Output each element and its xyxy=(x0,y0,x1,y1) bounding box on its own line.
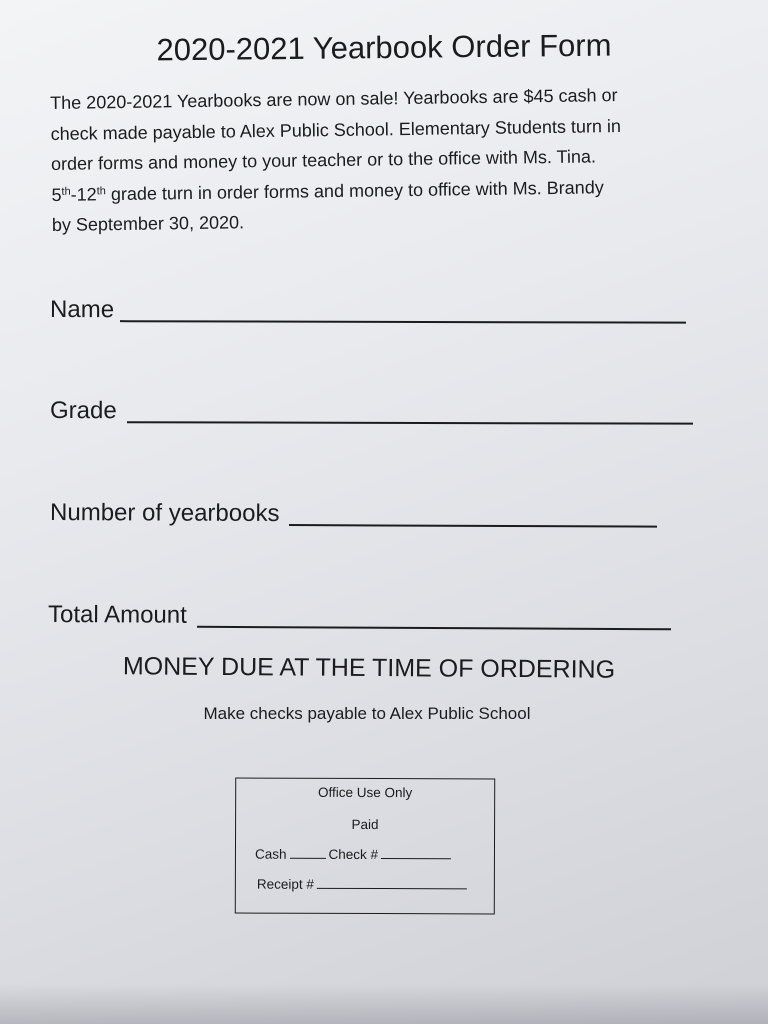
receipt-row xyxy=(257,877,470,893)
intro-line-2: check made payable to Alex Public School. Elementary Students turn in xyxy=(50,115,622,144)
intro-line-1: The 2020-2021 Yearbooks are now on sale! Yearbooks are $45 cash or xyxy=(50,85,618,113)
grade-label: Grade xyxy=(50,397,117,425)
intro-line-4-text: grade turn in order forms and money to office with Ms. Brandy xyxy=(105,176,604,204)
payable-note: Make checks payable to Alex Public School xyxy=(203,704,531,723)
name-field[interactable] xyxy=(50,296,686,326)
intro-paragraph xyxy=(50,79,712,241)
grade-end: -12 xyxy=(70,183,97,205)
grade-field[interactable] xyxy=(50,397,693,427)
receipt-number-blank-line[interactable] xyxy=(317,887,467,890)
grade-blank-line[interactable] xyxy=(127,420,693,424)
number-of-yearbooks-label: Number of yearbooks xyxy=(50,499,280,528)
number-of-yearbooks-field[interactable] xyxy=(50,499,658,530)
payment-row xyxy=(255,847,454,863)
office-use-box xyxy=(235,778,495,915)
ordinal-suffix: th xyxy=(96,184,106,197)
intro-line-3: order forms and money to your teacher or to the office with Ms. Tina. xyxy=(50,146,597,174)
intro-line-5: by September 30, 2020. xyxy=(51,212,245,235)
receipt-label: Receipt # xyxy=(256,876,314,892)
ordinal-suffix: th xyxy=(61,185,71,198)
form-title: 2020-2021 Yearbook Order Form xyxy=(156,27,612,68)
name-label: Name xyxy=(50,296,115,324)
number-of-yearbooks-blank-line[interactable] xyxy=(289,523,657,528)
grade-start: 5 xyxy=(51,184,62,205)
page-bottom-shadow xyxy=(0,984,768,1024)
total-amount-blank-line[interactable] xyxy=(197,625,671,630)
total-amount-field[interactable] xyxy=(48,601,671,632)
cash-label: Cash xyxy=(254,846,287,862)
check-label: Check # xyxy=(328,846,379,863)
total-amount-label: Total Amount xyxy=(48,601,187,629)
money-due-notice: MONEY DUE AT THE TIME OF ORDERING xyxy=(122,652,616,684)
paid-label: Paid xyxy=(351,816,379,833)
cash-blank-line[interactable] xyxy=(289,857,325,859)
name-blank-line[interactable] xyxy=(120,319,686,323)
check-number-blank-line[interactable] xyxy=(381,857,451,859)
office-use-title: Office Use Only xyxy=(318,784,413,801)
intro-line-4 xyxy=(51,177,604,205)
